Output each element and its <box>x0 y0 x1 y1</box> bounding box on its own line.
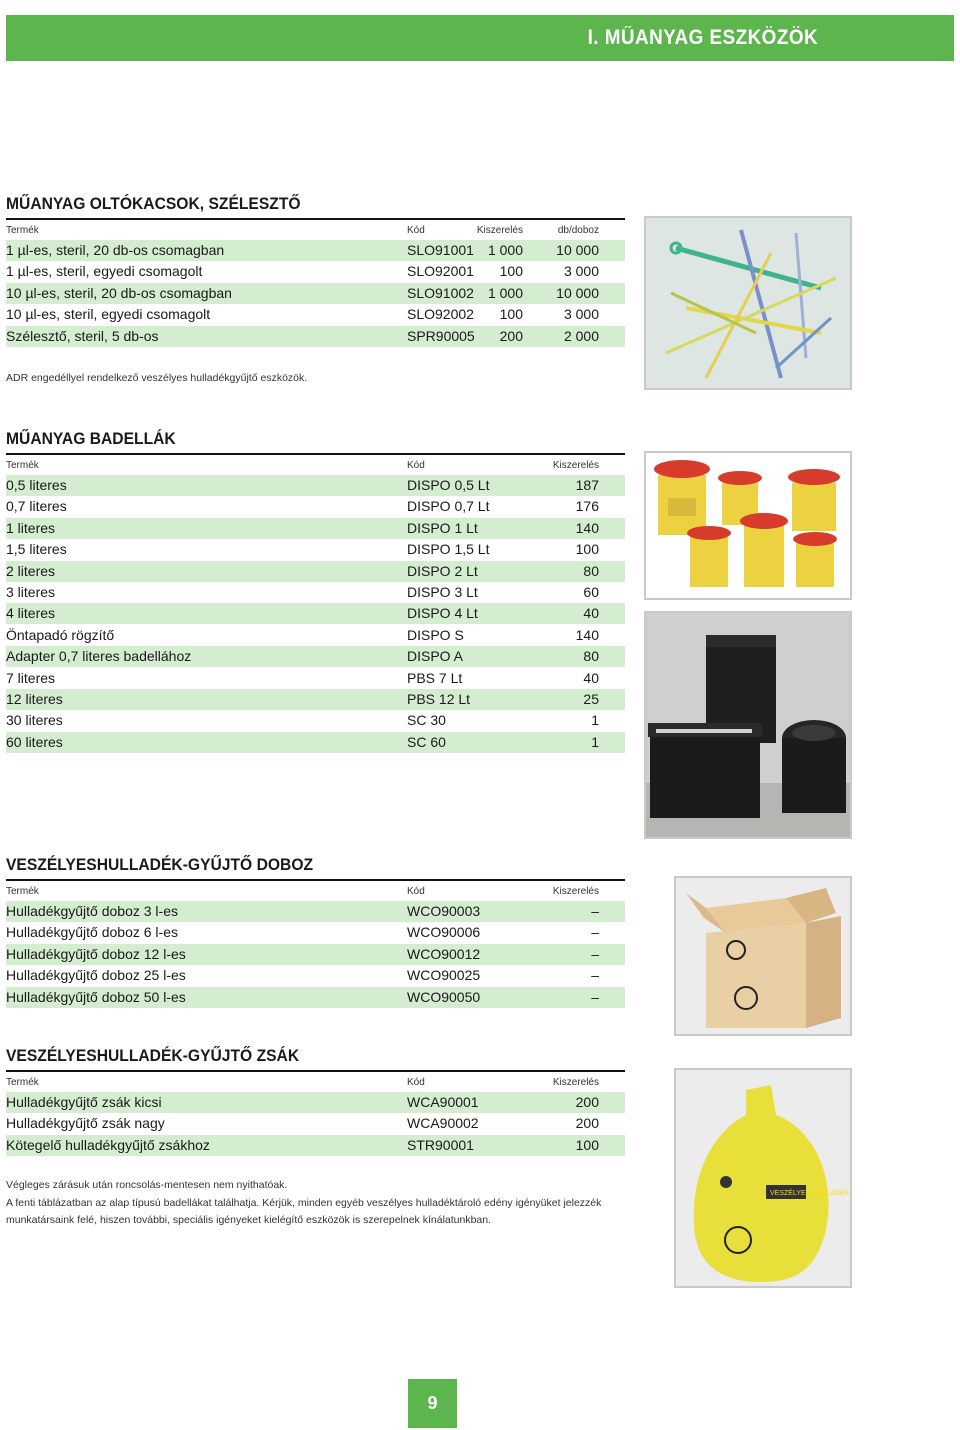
cell-product: Hulladékgyűjtő doboz 25 l-es <box>6 967 186 984</box>
cell-product: 2 literes <box>6 562 56 579</box>
table-row <box>6 646 625 667</box>
black-bins-photo <box>644 611 852 839</box>
table-row <box>6 922 625 943</box>
cell-code: DISPO S <box>407 626 464 643</box>
cell-code: SLO91002 <box>407 284 474 301</box>
table-row <box>6 603 625 624</box>
cell-code: WCO90050 <box>407 988 481 1005</box>
cell-product: Szélesztő, steril, 5 db-os <box>6 327 159 344</box>
waste-box-photo <box>674 876 852 1036</box>
cell-product: 1,5 literes <box>6 541 67 558</box>
cell-pack: 25 <box>583 690 599 707</box>
cell-pack: 200 <box>575 1115 599 1132</box>
table-row <box>6 1092 625 1113</box>
cell-pack: – <box>591 903 599 919</box>
footnote-1: Végleges zárásuk után roncsolás-mentesen nem nyithatóak. <box>6 1179 288 1191</box>
cell-code: WCA90002 <box>407 1115 479 1132</box>
cell-code: DISPO A <box>407 648 464 665</box>
cell-product: 1 µl-es, steril, egyedi csomagolt <box>6 263 203 280</box>
cell-pack: 140 <box>575 626 599 643</box>
section-waste-bag <box>6 1045 625 1156</box>
title-rule <box>6 1070 625 1072</box>
title-rule <box>6 453 625 455</box>
sharps-containers-photo <box>644 451 852 600</box>
cell-pack: 187 <box>575 477 599 493</box>
col-product: Termék <box>6 225 39 236</box>
cell-product: 0,7 literes <box>6 498 67 515</box>
table-header <box>6 457 625 475</box>
cell-product: 12 literes <box>6 690 63 707</box>
cell-code: DISPO 0,5 Lt <box>407 477 490 493</box>
table-row <box>6 625 625 646</box>
cell-product: Öntapadó rögzítő <box>6 626 115 643</box>
col-code: Kód <box>407 886 425 897</box>
table-header <box>6 883 625 901</box>
table-row <box>6 987 625 1008</box>
cell-pack: 1 000 <box>487 242 523 258</box>
table-row <box>6 1113 625 1134</box>
cell-product: 1 µl-es, steril, 20 db-os csomagban <box>6 242 225 258</box>
cell-pack: – <box>591 924 599 941</box>
cell-pack: 200 <box>499 327 523 344</box>
section-title: VESZÉLYESHULLADÉK-GYŰJTŐ ZSÁK <box>6 1046 300 1065</box>
cell-per-box: 10 000 <box>556 242 599 258</box>
cell-pack: 80 <box>583 648 599 665</box>
table-row <box>6 261 625 282</box>
cell-code: DISPO 1,5 Lt <box>407 541 490 558</box>
cell-code: DISPO 4 Lt <box>407 605 478 622</box>
table-row <box>6 732 625 753</box>
cell-code: SC 60 <box>407 733 446 750</box>
cell-product: 4 literes <box>6 605 56 622</box>
col-code: Kód <box>407 1077 425 1088</box>
cell-code: WCO90025 <box>407 967 481 984</box>
cell-product: Hulladékgyűjtő zsák nagy <box>6 1115 165 1132</box>
cell-product: 10 µl-es, steril, egyedi csomagolt <box>6 306 211 323</box>
cell-pack: – <box>591 988 599 1005</box>
col-pack: Kiszerelés <box>552 1077 599 1088</box>
table-header <box>6 222 625 240</box>
page-number: 9 <box>408 1379 457 1428</box>
cell-pack: 1 <box>591 712 599 729</box>
cell-per-box: 2 000 <box>563 327 599 344</box>
cell-pack: 200 <box>575 1094 599 1110</box>
cell-product: Hulladékgyűjtő doboz 6 l-es <box>6 924 178 941</box>
inoculation-loops-photo <box>644 216 852 390</box>
cell-product: Hulladékgyűjtő doboz 50 l-es <box>6 988 186 1005</box>
cell-code: SLO91001 <box>407 242 474 258</box>
col-pack: Kiszerelés <box>552 886 599 897</box>
cell-pack: 100 <box>575 1136 599 1153</box>
table-row <box>6 240 625 261</box>
cell-pack: 176 <box>575 498 599 515</box>
table-row <box>6 710 625 731</box>
table-row <box>6 539 625 560</box>
section-title: MŰANYAG BADELLÁK <box>6 429 176 448</box>
cell-per-box: 10 000 <box>556 284 599 301</box>
table-row <box>6 475 625 496</box>
adr-note: ADR engedéllyel rendelkező veszélyes hulladékgyűjtő eszközök. <box>6 372 308 384</box>
table-row <box>6 561 625 582</box>
bag-label: VESZÉLYES HULLADÉK <box>770 1190 850 1197</box>
table-row <box>6 668 625 689</box>
cell-product: 7 literes <box>6 669 56 686</box>
table-row <box>6 496 625 517</box>
cell-code: STR90001 <box>407 1136 474 1153</box>
col-code: Kód <box>407 460 425 471</box>
col-product: Termék <box>6 460 39 471</box>
col-product: Termék <box>6 886 39 897</box>
cell-product: Adapter 0,7 literes badellához <box>6 648 192 665</box>
table-row <box>6 965 625 986</box>
cell-product: 60 literes <box>6 733 63 750</box>
table-row <box>6 283 625 304</box>
footnote-2: A fenti táblázatban az alap típusú badellákat találhatja. Kérjük, minden egyéb veszélyes hulladéktároló edény igényüket jelezzék munkatársaink felé, hiszen további, speciális igényeket kielégítő eszközök is szerepelnek kínálatunkban. <box>6 1197 602 1226</box>
cell-product: 3 literes <box>6 583 56 600</box>
table-row <box>6 326 625 347</box>
cell-product: Kötegelő hulladékgyűjtő zsákhoz <box>6 1136 210 1153</box>
cell-code: PBS 12 Lt <box>407 690 471 707</box>
cell-product: Hulladékgyűjtő zsák kicsi <box>6 1094 162 1110</box>
table-row <box>6 518 625 539</box>
section-inoculation-loops <box>6 193 625 347</box>
table-row <box>6 1135 625 1156</box>
table-row <box>6 944 625 965</box>
waste-bag-photo <box>674 1068 852 1288</box>
section-sharps-containers <box>6 428 625 753</box>
cell-pack: 1 <box>591 733 599 750</box>
cell-product: 10 µl-es, steril, 20 db-os csomagban <box>6 284 232 301</box>
cell-code: WCA90001 <box>407 1094 479 1110</box>
cell-product: 30 literes <box>6 712 63 729</box>
cell-pack: 100 <box>499 263 523 280</box>
cell-code: DISPO 0,7 Lt <box>407 498 490 515</box>
title-rule <box>6 218 625 220</box>
cell-pack: 40 <box>583 669 599 686</box>
cell-pack: 100 <box>575 541 599 558</box>
section-title: MŰANYAG OLTÓKACSOK, SZÉLESZTŐ <box>6 194 301 213</box>
section-waste-box <box>6 854 625 1008</box>
cell-pack: 60 <box>583 583 599 600</box>
cell-product: Hulladékgyűjtő doboz 12 l-es <box>6 945 186 962</box>
cell-code: WCO90006 <box>407 924 481 941</box>
table-row <box>6 901 625 922</box>
cell-pack: 1 000 <box>487 284 523 301</box>
col-product: Termék <box>6 1077 39 1088</box>
cell-pack: – <box>591 967 599 984</box>
cell-code: SC 30 <box>407 712 446 729</box>
cell-pack: 140 <box>575 519 599 536</box>
section-title: VESZÉLYESHULLADÉK-GYŰJTŐ DOBOZ <box>6 855 314 874</box>
col-pack: Kiszerelés <box>476 225 523 236</box>
page-title: I. MŰANYAG ESZKÖZÖK <box>587 26 818 49</box>
cell-code: WCO90012 <box>407 945 481 962</box>
table-row <box>6 689 625 710</box>
cell-code: DISPO 2 Lt <box>407 562 478 579</box>
table-row <box>6 304 625 325</box>
cell-code: PBS 7 Lt <box>407 669 463 686</box>
cell-code: WCO90003 <box>407 903 481 919</box>
cell-per-box: 3 000 <box>563 263 599 280</box>
cell-product: 0,5 literes <box>6 477 67 493</box>
cell-pack: 100 <box>499 306 523 323</box>
header-bar <box>6 15 954 61</box>
cell-code: SPR90005 <box>407 327 475 344</box>
cell-per-box: 3 000 <box>563 306 599 323</box>
cell-code: DISPO 1 Lt <box>407 519 478 536</box>
cell-code: SLO92002 <box>407 306 474 323</box>
cell-code: DISPO 3 Lt <box>407 583 478 600</box>
col-per-box: db/doboz <box>557 225 599 236</box>
col-code: Kód <box>407 225 425 236</box>
table-header <box>6 1074 625 1092</box>
cell-product: 1 literes <box>6 519 56 536</box>
cell-pack: 80 <box>583 562 599 579</box>
cell-product: Hulladékgyűjtő doboz 3 l-es <box>6 903 178 919</box>
col-pack: Kiszerelés <box>552 460 599 471</box>
title-rule <box>6 879 625 881</box>
cell-pack: – <box>591 945 599 962</box>
table-row <box>6 582 625 603</box>
cell-pack: 40 <box>583 605 599 622</box>
cell-code: SLO92001 <box>407 263 474 280</box>
